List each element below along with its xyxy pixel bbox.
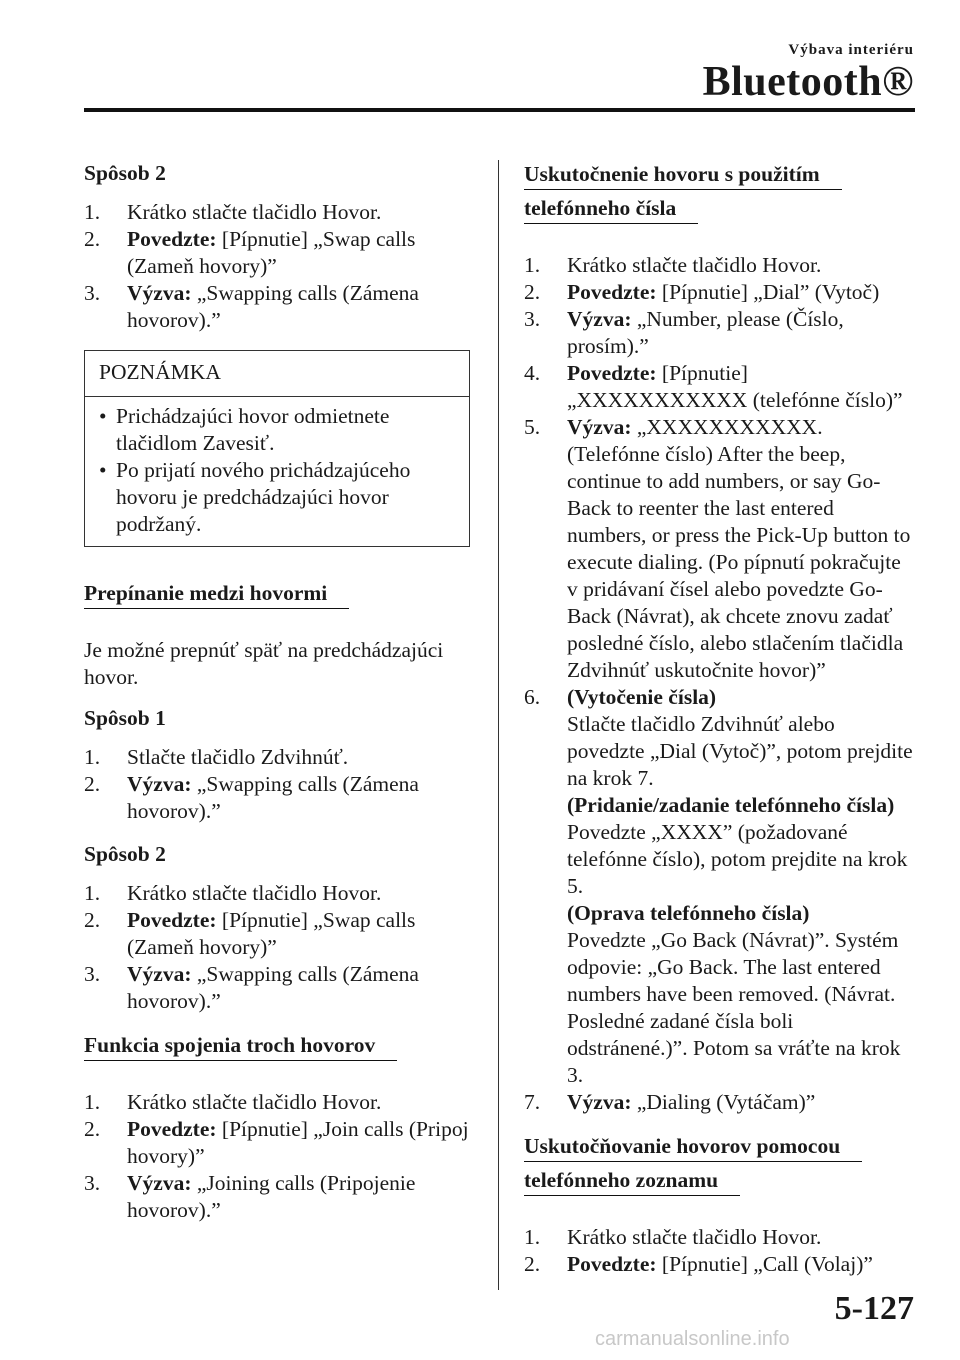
page-number: 5-127 — [834, 1290, 914, 1327]
substep-text: Stlačte tlačidlo Zdvihnúť alebo povedzte „Dial (Vytoč)”, potom prejdite na krok 7. — [567, 712, 913, 790]
substep-title: (Pridanie/zadanie telefónneho čísla) — [567, 793, 895, 817]
steps-sposob-1 — [84, 744, 470, 825]
steps-funkcia — [84, 1089, 470, 1224]
list-item: 2. Povedzte: [Pípnutie] „Swap calls (Zameň hovory)” — [84, 227, 416, 278]
list-item: 4. Povedzte: [Pípnutie] „XXXXXXXXXXX (telefónne číslo)” — [524, 361, 903, 412]
substep-text: Povedzte „Go Back (Návrat)”. Systém odpovie: „Go Back. The last entered numbers have been removed. (Návrat. Posledné zadané čísla boli odstránené.)”. Potom sa vráťte na krok 3. — [567, 928, 901, 1087]
section-label: Výbava interiéru — [788, 42, 914, 58]
note-item: • Po prijatí nového prichádzajúceho hovoru je predchádzajúci hovor podržaný. — [99, 458, 411, 536]
section-heading-funkcia: Funkcia spojenia troch hovorov — [84, 1031, 397, 1061]
substep-title: (Vytočenie čísla) — [567, 685, 717, 709]
list-item: 2. Povedzte: [Pípnutie] „Join calls (Pripoj hovory)” — [84, 1117, 469, 1168]
column-divider — [498, 160, 499, 1290]
note-title: POZNÁMKA — [85, 351, 469, 397]
paragraph: Je možné prepnúť späť na predchádzajúci hovor. — [84, 638, 444, 689]
list-item: 1. Krátko stlačte tlačidlo Hovor. — [84, 200, 382, 224]
list-item: 2. Povedzte: [Pípnutie] „Call (Volaj)” — [524, 1252, 873, 1276]
list-item: 3. Výzva: „Swapping calls (Zámena hovorov).” — [84, 962, 419, 1013]
section-heading-uskutocnenie-line1: Uskutočnenie hovoru s použitím — [524, 160, 842, 190]
note-item: • Prichádzajúci hovor odmietnete tlačidlom Zavesiť. — [99, 404, 390, 455]
note-list — [85, 397, 469, 546]
header-rule — [84, 108, 915, 112]
list-item: 5. Výzva: „XXXXXXXXXXX. (Telefónne číslo) After the beep, continue to add numbers, or say Go-Back to reenter the last entered numbers, or press the Pick-Up button to execute dialing. (Po pípnutí pokračujte v pridávaní čísel alebo povedzte Go-Back (Návrat), ak chcete znovu zadať posledné číslo, alebo stlačením tlačidla Zdvihnúť uskutočnite hovor)” — [524, 415, 911, 682]
left-column — [84, 160, 470, 1240]
subheading-sposob-1: Spôsob 1 — [84, 706, 166, 730]
list-item: 1. Krátko stlačte tlačidlo Hovor. — [84, 881, 382, 905]
list-item: 2. Povedzte: [Pípnutie] „Dial” (Vytoč) — [524, 280, 880, 304]
section-heading-uskutocnovanie-line1: Uskutočňovanie hovorov pomocou — [524, 1132, 862, 1162]
substep-title: (Oprava telefónneho čísla) — [567, 901, 810, 925]
steps-sposob-2 — [84, 880, 470, 1015]
steps-uskutocnovanie — [524, 1224, 916, 1278]
bullet-icon: • — [99, 458, 107, 482]
list-item: 1. Stlačte tlačidlo Zdvihnúť. — [84, 745, 349, 769]
section-heading-uskutocnenie-line2: telefónneho čísla — [524, 194, 698, 224]
list-item: 1. Krátko stlačte tlačidlo Hovor. — [524, 253, 822, 277]
list-item: 7. Výzva: „Dialing (Vytáčam)” — [524, 1090, 816, 1114]
section-heading-uskutocnovanie-line2: telefónneho zoznamu — [524, 1166, 740, 1196]
watermark: carmanualsonline.info — [595, 1328, 790, 1350]
list-item: 1. Krátko stlačte tlačidlo Hovor. — [84, 1090, 382, 1114]
page-title: Bluetooth® — [702, 59, 914, 105]
steps-uskutocnenie — [524, 252, 916, 1116]
right-column — [524, 160, 916, 1294]
subheading-sposob-2-top: Spôsob 2 — [84, 161, 166, 185]
list-item: 3. Výzva: „Swapping calls (Zámena hovorov).” — [84, 281, 419, 332]
steps-sposob-2-top — [84, 199, 470, 334]
subheading-sposob-2: Spôsob 2 — [84, 842, 166, 866]
list-item: 6. (Vytočenie čísla) Stlačte tlačidlo Zdvihnúť alebo povedzte „Dial (Vytoč)”, potom prejdite na krok 7. (Pridanie/zadanie telefónneho čísla) Povedzte „XXXX” (požadované telefónne číslo), potom prejdite na krok 5. (Oprava telefónneho čísla) Povedzte „Go Back (Návrat)”. Systém odpovie: „Go Back. The last entered numbers have been removed. (Návrat. Posledné zadané čísla boli odstránené.)”. Potom sa vráťte na krok 3. — [524, 684, 916, 1089]
substep-text: Povedzte „XXXX” (požadované telefónne číslo), potom prejdite na krok 5. — [567, 820, 908, 898]
bullet-icon: • — [99, 404, 107, 428]
list-item: 3. Výzva: „Joining calls (Pripojenie hovorov).” — [84, 1171, 416, 1222]
list-item: 2. Povedzte: [Pípnutie] „Swap calls (Zameň hovory)” — [84, 908, 416, 959]
list-item: 1. Krátko stlačte tlačidlo Hovor. — [524, 1225, 822, 1249]
section-heading-prepinanie: Prepínanie medzi hovormi — [84, 579, 349, 609]
note-box — [84, 350, 470, 547]
list-item: 3. Výzva: „Number, please (Číslo, prosím).” — [524, 307, 844, 358]
list-item: 2. Výzva: „Swapping calls (Zámena hovorov).” — [84, 772, 419, 823]
